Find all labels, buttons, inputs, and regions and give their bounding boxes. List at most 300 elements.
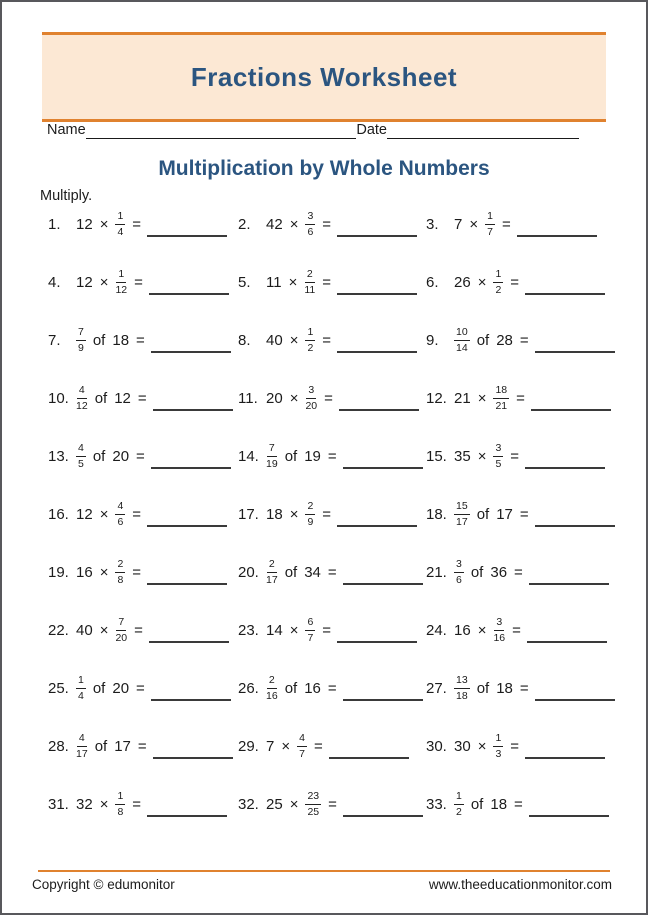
problem-item [418, 601, 620, 659]
problem-number: 29. [238, 737, 259, 755]
expression-text: of [284, 563, 298, 581]
fraction-numerator: 7 [267, 442, 277, 456]
fraction-denominator: 7 [487, 225, 493, 238]
fraction [76, 384, 88, 411]
problem-number: 14. [238, 447, 259, 465]
problem-number: 21. [426, 563, 447, 581]
fraction [266, 442, 278, 469]
fraction-denominator: 17 [456, 515, 468, 528]
answer-blank-line [147, 515, 227, 527]
fraction-numerator: 3 [305, 210, 315, 224]
multiply-sign: × [289, 389, 299, 407]
fraction [76, 326, 86, 353]
answer-blank-line [149, 283, 229, 295]
expression-text: 40 [76, 621, 93, 639]
problem-number: 22. [48, 621, 69, 639]
equals-sign: = [327, 679, 337, 697]
answer-blank-line [525, 457, 605, 469]
equals-sign: = [519, 679, 529, 697]
problem-item [230, 775, 418, 833]
answer-blank-line [339, 399, 419, 411]
date-blank-line [387, 124, 579, 139]
answer-blank-line [535, 515, 615, 527]
expression-text: of [92, 331, 106, 349]
problem-expression [454, 500, 529, 527]
answer-blank-line [529, 805, 609, 817]
problem-item [40, 717, 230, 775]
fraction-numerator: 13 [454, 674, 470, 688]
expression-text: 40 [266, 331, 283, 349]
problem-expression [76, 616, 143, 643]
expression-text: 16 [76, 563, 93, 581]
fraction [305, 790, 321, 817]
fraction-numerator: 7 [76, 326, 86, 340]
answer-blank-line [535, 341, 615, 353]
problem-number: 28. [48, 737, 69, 755]
instruction-label: Multiply. [40, 188, 93, 204]
equals-sign: = [519, 331, 529, 349]
expression-text: 11 [266, 273, 282, 291]
multiply-sign: × [99, 215, 109, 233]
answer-blank-line [343, 573, 423, 585]
expression-text: 34 [304, 563, 321, 581]
problem-expression [76, 268, 143, 295]
problem-item [230, 195, 418, 253]
fraction-denominator: 17 [76, 747, 88, 760]
expression-text: 18 [266, 505, 283, 523]
multiply-sign: × [99, 621, 109, 639]
equals-sign: = [512, 621, 521, 639]
problem-item [40, 253, 230, 311]
problem-expression [266, 384, 333, 411]
footer [32, 877, 612, 892]
fraction-denominator: 20 [305, 399, 318, 412]
equals-sign: = [134, 273, 143, 291]
fraction-denominator: 19 [266, 457, 278, 470]
problem-number: 25. [48, 679, 69, 697]
problems-grid [40, 195, 620, 833]
equals-sign: = [132, 215, 142, 233]
problem-expression [266, 790, 337, 817]
problem-item [418, 717, 620, 775]
answer-blank-line [525, 283, 605, 295]
expression-text: 12 [114, 389, 131, 407]
problem-expression [454, 616, 521, 643]
problem-number: 10. [48, 389, 69, 407]
fraction-numerator: 4 [77, 732, 87, 746]
expression-text: 20 [112, 679, 130, 697]
problem-expression [76, 732, 147, 759]
equals-sign: = [322, 331, 332, 349]
problem-item [230, 601, 418, 659]
expression-text: 18 [490, 795, 508, 813]
equals-sign: = [132, 505, 142, 523]
fraction [297, 732, 307, 759]
problem-item [230, 659, 418, 717]
fraction-numerator: 3 [494, 616, 504, 630]
problem-expression [454, 442, 519, 469]
fraction [266, 558, 278, 585]
fraction [493, 442, 503, 469]
equals-sign: = [136, 331, 145, 349]
fraction [76, 732, 88, 759]
problem-number: 8. [238, 331, 251, 349]
multiply-sign: × [99, 795, 109, 813]
problem-expression [454, 558, 523, 585]
equals-sign: = [137, 389, 147, 407]
fraction-denominator: 11 [304, 283, 316, 296]
fraction-numerator: 2 [115, 558, 125, 572]
problem-number: 16. [48, 505, 69, 523]
fraction-numerator: 4 [115, 500, 125, 514]
expression-text: 7 [266, 737, 275, 755]
fraction [493, 732, 503, 759]
multiply-sign: × [469, 215, 479, 233]
problem-item [418, 659, 620, 717]
equals-sign: = [510, 447, 520, 465]
expression-text: of [92, 447, 106, 465]
fraction [115, 616, 127, 643]
fraction-numerator: 1 [493, 732, 503, 746]
answer-blank-line [343, 689, 423, 701]
problem-item [230, 253, 418, 311]
expression-text: of [94, 737, 108, 755]
fraction-denominator: 21 [495, 399, 508, 412]
expression-text: 18 [112, 331, 130, 349]
fraction [493, 616, 505, 643]
problem-expression [266, 268, 331, 295]
problem-number: 23. [238, 621, 259, 639]
problem-item [40, 543, 230, 601]
fraction [76, 442, 86, 469]
fraction-numerator: 3 [493, 442, 503, 456]
website-text: www.theeducationmonitor.com [428, 877, 612, 892]
equals-sign: = [324, 389, 333, 407]
problem-item [418, 195, 620, 253]
multiply-sign: × [289, 505, 299, 523]
multiply-sign: × [281, 737, 291, 755]
fraction-denominator: 6 [307, 225, 314, 238]
fraction-denominator: 18 [456, 689, 468, 702]
problem-expression [266, 558, 337, 585]
problem-number: 33. [426, 795, 447, 813]
problem-expression [266, 442, 337, 469]
fraction [76, 674, 86, 701]
multiply-sign: × [477, 621, 487, 639]
problem-item [40, 659, 230, 717]
expression-text: of [476, 331, 490, 349]
problem-item [418, 369, 620, 427]
problem-number: 12. [426, 389, 447, 407]
fraction-denominator: 14 [456, 341, 468, 354]
fraction-denominator: 9 [307, 515, 314, 528]
problem-number: 20. [238, 563, 259, 581]
expression-text: 19 [304, 447, 321, 465]
expression-text: 36 [490, 563, 508, 581]
fraction-numerator: 1 [305, 326, 315, 340]
equals-sign: = [136, 679, 145, 697]
name-label: Name [47, 122, 86, 138]
fraction-denominator: 12 [76, 399, 88, 412]
fraction-numerator: 4 [76, 442, 86, 456]
problem-number: 26. [238, 679, 259, 697]
expression-text: 16 [304, 679, 321, 697]
fraction [305, 500, 315, 527]
expression-text: 17 [114, 737, 131, 755]
problem-item [418, 485, 620, 543]
problem-expression [76, 442, 145, 469]
expression-text: 25 [266, 795, 283, 813]
fraction-numerator: 10 [454, 326, 470, 340]
answer-blank-line [529, 573, 609, 585]
fraction-denominator: 2 [307, 341, 314, 354]
equals-sign: = [322, 215, 332, 233]
answer-blank-line [337, 515, 417, 527]
fraction-denominator: 7 [307, 631, 314, 644]
expression-text: 35 [454, 447, 471, 465]
expression-text: 17 [496, 505, 513, 523]
answer-blank-line [151, 341, 231, 353]
problem-number: 30. [426, 737, 447, 755]
equals-sign: = [327, 563, 337, 581]
fraction-numerator: 1 [485, 210, 495, 224]
multiply-sign: × [477, 389, 487, 407]
answer-blank-line [531, 399, 611, 411]
problem-number: 32. [238, 795, 259, 813]
name-date-row [47, 122, 579, 139]
problem-expression [76, 674, 145, 701]
multiply-sign: × [477, 737, 487, 755]
fraction-denominator: 17 [266, 573, 278, 586]
expression-text: of [476, 679, 490, 697]
expression-text: of [94, 389, 108, 407]
fraction [266, 674, 278, 701]
answer-blank-line [147, 805, 227, 817]
problem-item [418, 775, 620, 833]
problem-item [230, 717, 418, 775]
answer-blank-line [329, 747, 409, 759]
fraction-numerator: 1 [115, 210, 125, 224]
problem-number: 3. [426, 215, 439, 233]
expression-text: 18 [496, 679, 513, 697]
problem-number: 7. [48, 331, 61, 349]
name-blank-line [86, 124, 357, 139]
fraction-numerator: 1 [454, 790, 464, 804]
problem-number: 2. [238, 215, 251, 233]
fraction-denominator: 12 [115, 283, 128, 296]
equals-sign: = [328, 795, 337, 813]
equals-sign: = [501, 215, 511, 233]
problem-expression [76, 210, 141, 237]
section-title: Multiplication by Whole Numbers [158, 157, 490, 180]
problem-item [40, 775, 230, 833]
fraction-numerator: 3 [306, 384, 316, 398]
expression-text: of [476, 505, 490, 523]
fraction-numerator: 1 [493, 268, 503, 282]
fraction-denominator: 8 [117, 573, 124, 586]
equals-sign: = [313, 737, 323, 755]
fraction-denominator: 9 [78, 341, 84, 354]
problem-expression [266, 732, 323, 759]
problem-item [230, 311, 418, 369]
answer-blank-line [525, 747, 605, 759]
expression-text: of [92, 679, 106, 697]
problem-expression [76, 500, 141, 527]
fraction-numerator: 23 [305, 790, 321, 804]
fraction [454, 558, 464, 585]
fraction-denominator: 5 [495, 457, 502, 470]
equals-sign: = [137, 737, 147, 755]
answer-blank-line [343, 805, 423, 817]
problem-number: 9. [426, 331, 439, 349]
fraction-numerator: 3 [454, 558, 464, 572]
expression-text: 20 [112, 447, 130, 465]
footer-divider-line [38, 870, 610, 872]
problem-expression [454, 384, 525, 411]
problem-number: 11. [238, 389, 258, 407]
expression-text: 26 [454, 273, 471, 291]
fraction [304, 268, 315, 295]
equals-sign: = [510, 273, 520, 291]
fraction-numerator: 1 [76, 674, 86, 688]
expression-text: 12 [76, 273, 93, 291]
fraction [115, 210, 125, 237]
problem-number: 24. [426, 621, 447, 639]
problem-number: 6. [426, 273, 439, 291]
problem-item [418, 311, 620, 369]
fraction [485, 210, 495, 237]
expression-text: of [284, 447, 298, 465]
fraction-numerator: 4 [297, 732, 307, 746]
expression-text: 28 [496, 331, 513, 349]
fraction-denominator: 2 [456, 805, 462, 818]
fraction-denominator: 8 [117, 805, 124, 818]
fraction [493, 268, 503, 295]
answer-blank-line [343, 457, 423, 469]
multiply-sign: × [477, 447, 487, 465]
equals-sign: = [322, 273, 332, 291]
fraction [454, 674, 470, 701]
problem-number: 17. [238, 505, 259, 523]
fraction [305, 616, 315, 643]
fraction-denominator: 6 [456, 573, 462, 586]
fraction-denominator: 20 [115, 631, 128, 644]
problem-number: 27. [426, 679, 447, 697]
answer-blank-line [535, 689, 615, 701]
answer-blank-line [149, 631, 229, 643]
answer-blank-line [147, 573, 227, 585]
problem-expression [76, 790, 141, 817]
problem-item [230, 369, 418, 427]
fraction-numerator: 6 [305, 616, 315, 630]
equals-sign: = [514, 563, 523, 581]
copyright-text: Copyright © edumonitor [32, 877, 175, 892]
fraction [493, 384, 509, 411]
fraction [305, 384, 317, 411]
problem-item [40, 311, 230, 369]
answer-blank-line [151, 689, 231, 701]
answer-blank-line [337, 341, 417, 353]
problem-expression [266, 674, 337, 701]
problem-expression [266, 616, 331, 643]
expression-text: 32 [76, 795, 93, 813]
fraction [305, 326, 315, 353]
fraction-denominator: 4 [117, 225, 124, 238]
fraction [115, 268, 127, 295]
fraction-numerator: 2 [305, 268, 315, 282]
multiply-sign: × [288, 273, 298, 291]
multiply-sign: × [289, 795, 299, 813]
multiply-sign: × [99, 273, 109, 291]
fraction-denominator: 16 [493, 631, 506, 644]
problem-item [418, 543, 620, 601]
problem-item [40, 369, 230, 427]
equals-sign: = [322, 505, 332, 523]
expression-text: 20 [266, 389, 283, 407]
answer-blank-line [153, 399, 233, 411]
fraction [115, 500, 125, 527]
multiply-sign: × [289, 331, 299, 349]
problem-expression [454, 268, 519, 295]
answer-blank-line [337, 225, 417, 237]
fraction-denominator: 6 [117, 515, 124, 528]
problem-item [418, 427, 620, 485]
answer-blank-line [151, 457, 231, 469]
expression-text: of [470, 563, 484, 581]
equals-sign: = [132, 563, 142, 581]
equals-sign: = [132, 795, 142, 813]
fraction [115, 558, 125, 585]
problem-item [40, 427, 230, 485]
equals-sign: = [516, 389, 525, 407]
problem-number: 15. [426, 447, 447, 465]
fraction-denominator: 2 [495, 283, 502, 296]
problem-expression [76, 384, 147, 411]
problem-number: 13. [48, 447, 69, 465]
problem-number: 4. [48, 273, 61, 291]
problem-item [40, 195, 230, 253]
expression-text: of [284, 679, 298, 697]
fraction-numerator: 1 [115, 790, 125, 804]
equals-sign: = [514, 795, 523, 813]
answer-blank-line [337, 631, 417, 643]
problem-expression [454, 732, 519, 759]
multiply-sign: × [289, 621, 299, 639]
fraction-denominator: 3 [495, 747, 502, 760]
fraction [115, 790, 125, 817]
expression-text: 30 [454, 737, 471, 755]
expression-text: 12 [76, 505, 93, 523]
answer-blank-line [517, 225, 597, 237]
answer-blank-line [153, 747, 233, 759]
expression-text: 21 [454, 389, 471, 407]
fraction [454, 500, 470, 527]
equals-sign: = [136, 447, 145, 465]
fraction-numerator: 1 [116, 268, 126, 282]
fraction-numerator: 7 [116, 616, 126, 630]
problem-item [418, 253, 620, 311]
problem-number: 1. [48, 215, 61, 233]
problem-number: 19. [48, 563, 69, 581]
problem-expression [454, 674, 529, 701]
fraction-numerator: 2 [267, 674, 277, 688]
fraction-denominator: 7 [299, 747, 305, 760]
expression-text: 14 [266, 621, 283, 639]
worksheet-header-band [42, 32, 606, 122]
equals-sign: = [510, 737, 520, 755]
multiply-sign: × [289, 215, 299, 233]
expression-text: 12 [76, 215, 93, 233]
